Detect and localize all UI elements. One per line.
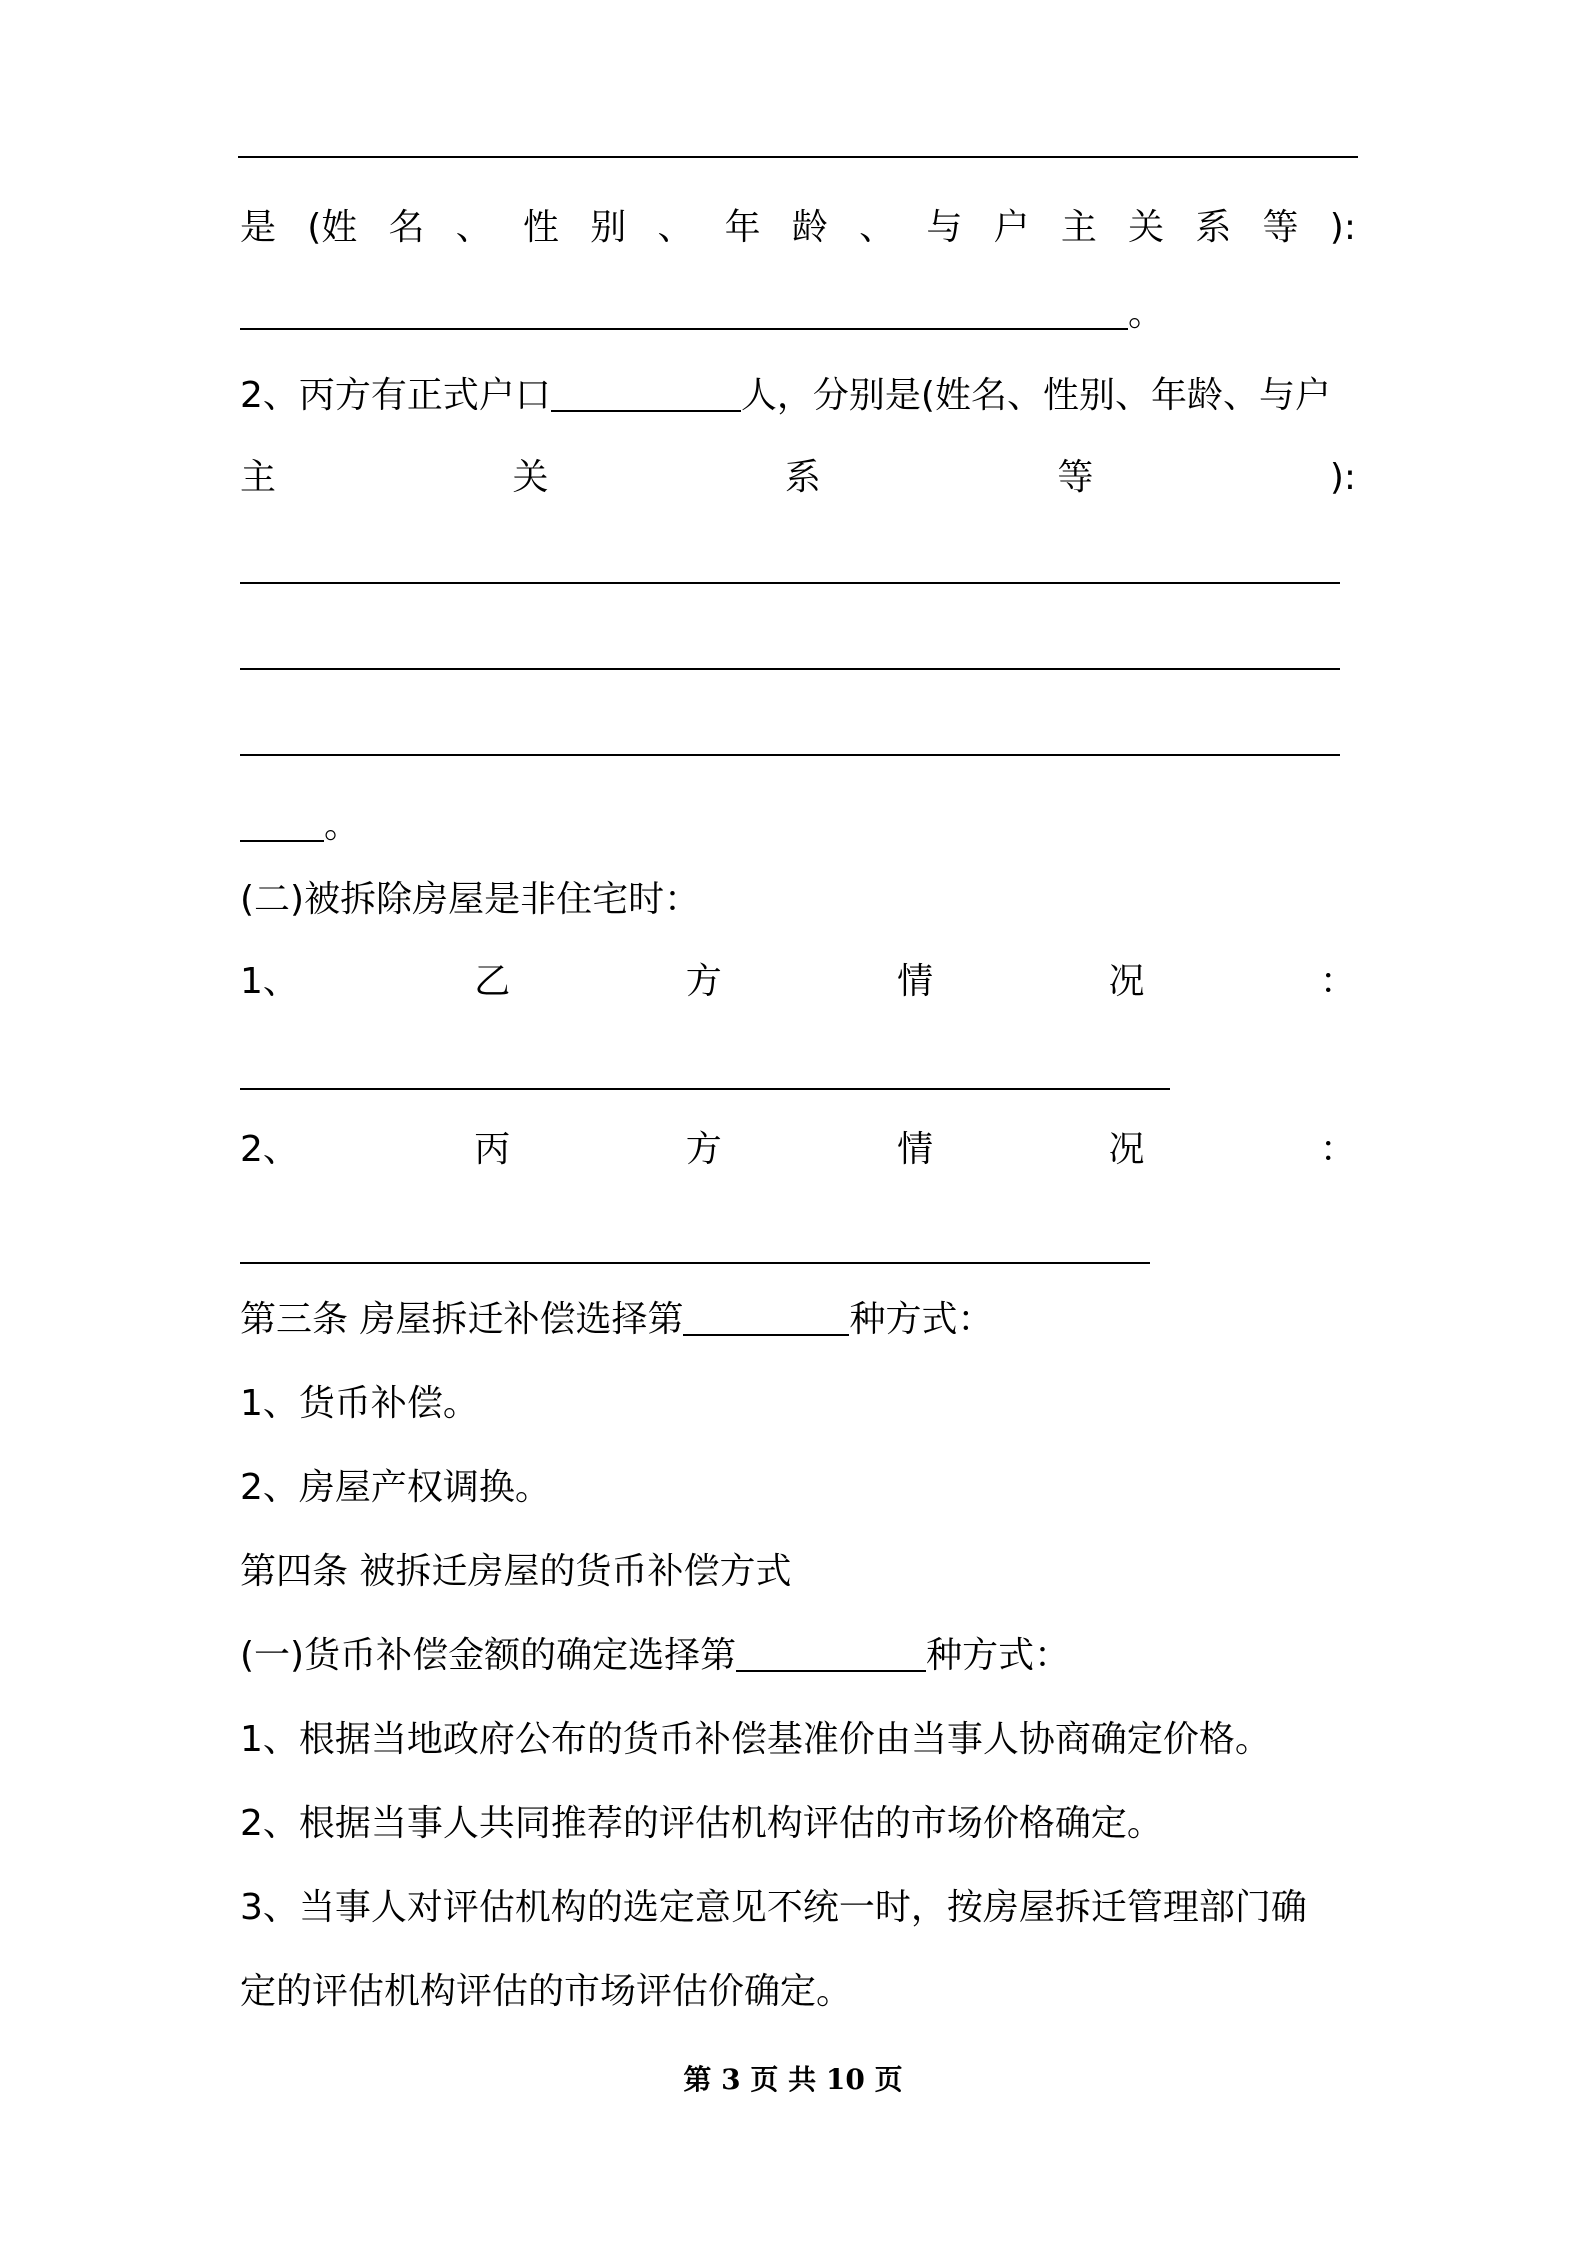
fill-line-5: 。 [240, 796, 1356, 856]
method-1: 1、根据当地政府公布的货币补偿基准价由当事人协商确定价格。 [240, 1719, 1271, 1760]
line-registered-residents: 2、丙方有正式户口 人，分别是(姓名、性别、年龄、与户 [240, 366, 1356, 426]
option-monetary: 1、货币补偿。 [240, 1383, 479, 1424]
fill-line-3[interactable] [240, 668, 1340, 670]
line-party-b-status: 1、 乙 方 情 况 ： [240, 961, 1356, 1002]
fill-line-1: 。 [240, 284, 1356, 344]
line-relationship: 主 关 系 等 ): [240, 457, 1356, 498]
page-number: 第 3 页 共 10 页 [683, 2063, 903, 2096]
line-compensation-amount: (一)货币补偿金额的确定选择第 种方式： [240, 1626, 1356, 1686]
line-non-residential: (二)被拆除房屋是非住宅时： [240, 879, 701, 920]
method-3: 3、当事人对评估机构的选定意见不统一时，按房屋拆迁管理部门确 [240, 1887, 1307, 1928]
blank-field[interactable] [240, 284, 1128, 330]
fill-line-2[interactable] [240, 582, 1340, 584]
blank-field[interactable] [683, 1290, 849, 1336]
article-four: 第四条 被拆迁房屋的货币补偿方式 [240, 1551, 792, 1592]
article-three: 第三条 房屋拆迁补偿选择第 种方式： [240, 1290, 1356, 1350]
blank-field[interactable] [240, 796, 324, 842]
header-rule [238, 156, 1358, 158]
method-2: 2、根据当事人共同推荐的评估机构评估的市场价格确定。 [240, 1803, 1163, 1844]
line-household-members: 是 (姓 名 、 性 别 、 年 龄 、 与 户 主 关 系 等 ): [240, 207, 1356, 248]
option-property-exchange: 2、房屋产权调换。 [240, 1467, 551, 1508]
blank-field[interactable] [551, 366, 741, 412]
fill-line-4[interactable] [240, 754, 1340, 756]
line-party-c-status: 2、 丙 方 情 况 ： [240, 1129, 1356, 1170]
fill-line-party-c[interactable] [240, 1262, 1150, 1264]
blank-field[interactable] [736, 1626, 926, 1672]
method-3-cont: 定的评估机构评估的市场评估价确定。 [240, 1971, 853, 2012]
fill-line-party-b[interactable] [240, 1088, 1170, 1090]
